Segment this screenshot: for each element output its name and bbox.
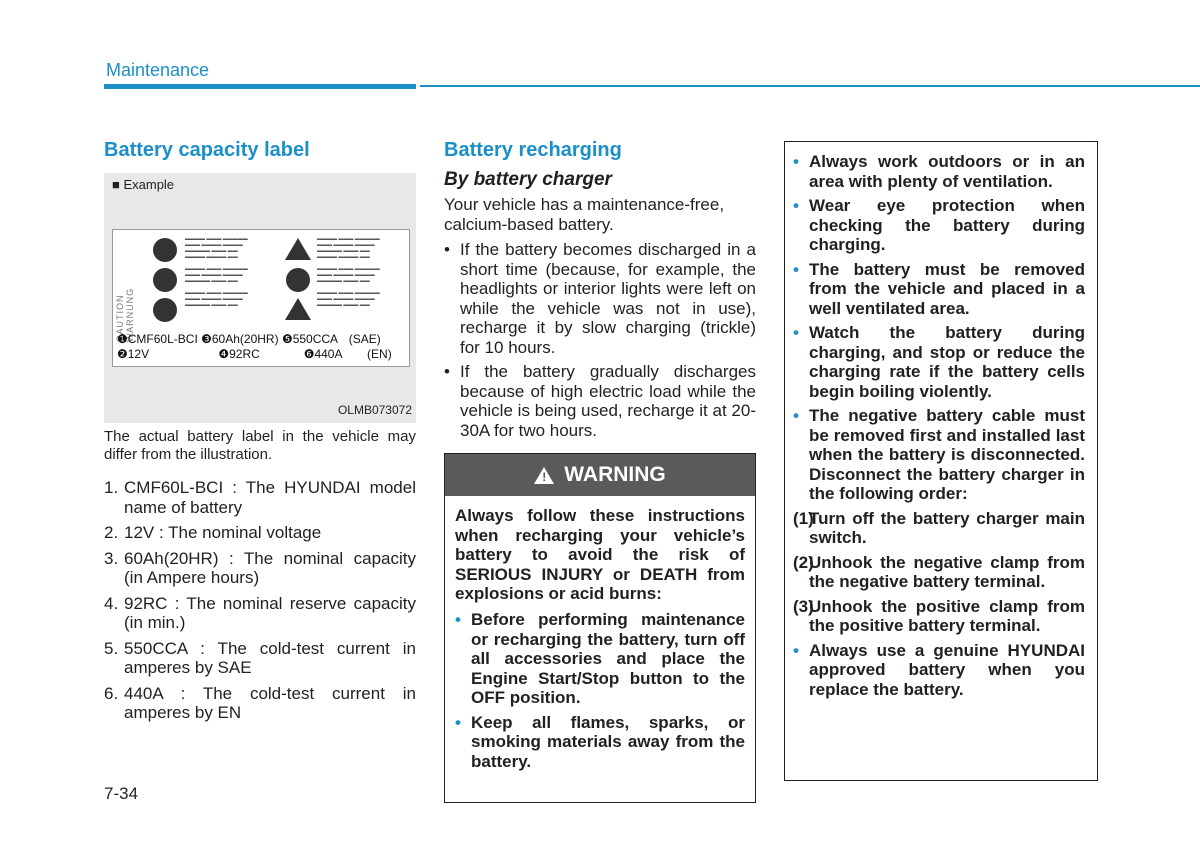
list-item: 2. 12V : The nominal voltage [104,523,322,542]
warning-box [444,453,756,803]
spec-sae: (SAE) [348,332,381,346]
list-item: • Wear eye protection when checking the battery during charging. [793,196,1085,254]
list-item: • Before performing maintenance or recharging the battery, turn off all accessories and place the Engine Start/Stop button to the OFF position. [455,610,745,707]
list-item: (1) Turn off the battery charger main switch. [793,508,1085,547]
figure-code: OLMB073072 [337,403,412,417]
spec-definitions-list [104,478,416,729]
section-title: Maintenance [106,60,210,80]
spec-row-1 [117,332,381,346]
spec-row-2 [117,347,392,361]
list-item: • Always work outdoors or in an area with plenty of ventilation. [793,152,1085,191]
label-note: The actual battery label in the vehicle may differ from the illustration. [104,428,416,463]
warning-header [445,454,755,496]
list-item: • The negative battery cable must be removed first and installed last when the battery is disconnected. Disconnect the battery charger in the following order: (1) Turn off the battery charger main switch. (2) Unhook the negative clamp from the negative battery terminal. (3) Unhook the positive clamp from the positive battery terminal. [793,406,1085,635]
keep-children-away-icon [153,298,177,322]
list-item: • Keep all flames, sparks, or smoking materials away from the battery. [455,712,745,771]
recharging-intro: Your vehicle has a maintenance-free, calcium-based battery. [444,195,725,234]
no-flame-icon [153,238,177,262]
battery-label-illustration [112,229,410,367]
battery-capacity-heading: Battery capacity label [104,139,310,161]
list-item: 5. 550CCA : The cold-test current in amperes by SAE [104,638,416,677]
label-warning-text-image: CAUTION WARNUNG [115,287,135,342]
battery-label-figure [104,173,416,423]
warning-triangle-icon: ! [534,467,554,484]
list-item: (2) Unhook the negative clamp from the negative battery terminal. [793,552,1085,591]
list-item: 3. 60Ah(20HR) : The nominal capacity (in Ampere hours) [104,548,416,587]
disconnect-steps [793,509,1085,636]
recharging-bullets [444,240,756,445]
page-number: 7-34 [104,784,139,803]
list-item: 1. CMF60L-BCI : The HYUNDAI model name of battery [104,478,416,517]
figure-caption: ■ Example [112,177,175,192]
header-rule-thick [104,84,416,89]
list-item: • Always use a genuine HYUNDAI approved battery when you replace the battery. [793,640,1085,699]
safety-bullets [793,152,1085,704]
corrosive-warning-icon [285,238,311,260]
spec-model: ❶CMF60L-BCI [117,332,198,346]
label-fine-print-image: ▬▬▬▬ ▬▬▬ ▬▬▬▬▬ ▬▬▬ ▬▬▬▬ ▬▬▬▬ ▬▬▬▬▬ ▬▬▬ ▬▬ ▬▬▬▬ ▬▬▬▬ ▬▬ ▬▬▬▬ ▬▬▬ ▬▬▬▬▬ ▬▬▬ ▬▬▬▬ ▬▬▬▬ ▬▬▬▬▬ ▬▬▬ ▬▬ ▬▬▬▬ ▬▬▬ ▬▬▬▬▬ ▬▬▬ ▬▬▬▬ ▬▬▬▬ ▬▬▬▬▬ ▬▬▬ ▬▬ [185,236,248,308]
spec-en: (EN) [367,347,392,361]
list-item: • The battery must be removed from the vehicle and placed in a well ventilated area. [793,259,1085,318]
list-item: • If the battery gradually discharges because of high electric load while the vehicle is being used, recharge it at 20-30A for two hours. [444,362,756,440]
battery-recharging-heading: Battery recharging [444,139,622,161]
read-manual-icon [286,268,310,292]
list-item: • If the battery becomes discharged in a short time (because, for example, the headlights or interior lights were left on while the vehicle was not in use), recharge it by slow charging (trickle) for 10 hours. [444,240,756,357]
spec-cca: ❺550CCA [281,332,338,346]
spec-voltage: ❷12V [117,347,150,361]
warning-title: WARNING [564,463,666,486]
battery-charger-subheading: By battery charger [444,169,612,190]
warning-bullets [455,610,745,776]
header-rule-thin [420,85,1200,87]
explosive-gas-icon [285,298,311,320]
list-item: 4. 92RC : The nominal reserve capacity (in min.) [104,593,416,632]
list-item: (3) Unhook the positive clamp from the positive battery terminal. [793,596,1085,635]
spec-capacity: ❸60Ah(20HR) [201,332,279,346]
spec-rc: ❹92RC [218,347,260,361]
list-item: 6. 440A : The cold-test current in amperes by EN [104,683,416,722]
safety-instructions-box [784,141,1098,781]
label-fine-print-image-2: ▬▬▬▬ ▬▬▬ ▬▬▬▬▬ ▬▬▬ ▬▬▬▬ ▬▬▬▬ ▬▬▬▬▬ ▬▬▬ ▬▬ ▬▬▬▬ ▬▬▬▬ ▬▬ ▬▬▬▬ ▬▬▬ ▬▬▬▬▬ ▬▬▬ ▬▬▬▬ ▬▬▬▬ ▬▬▬▬▬ ▬▬▬ ▬▬ ▬▬▬▬ ▬▬▬ ▬▬▬▬▬ ▬▬▬ ▬▬▬▬ ▬▬▬▬ ▬▬▬▬▬ ▬▬▬ ▬▬ [317,236,380,308]
list-item: • Watch the battery during charging, and stop or reduce the charging rate if the battery cells begin boiling violently. [793,323,1085,401]
spec-en-current: ❻440A [303,347,343,361]
eye-protection-icon [153,268,177,292]
warning-intro: Always follow these instructions when recharging your vehicle’s battery to avoid the risk of SERIOUS INJURY or DEATH from explosions or acid burns: [455,506,745,603]
